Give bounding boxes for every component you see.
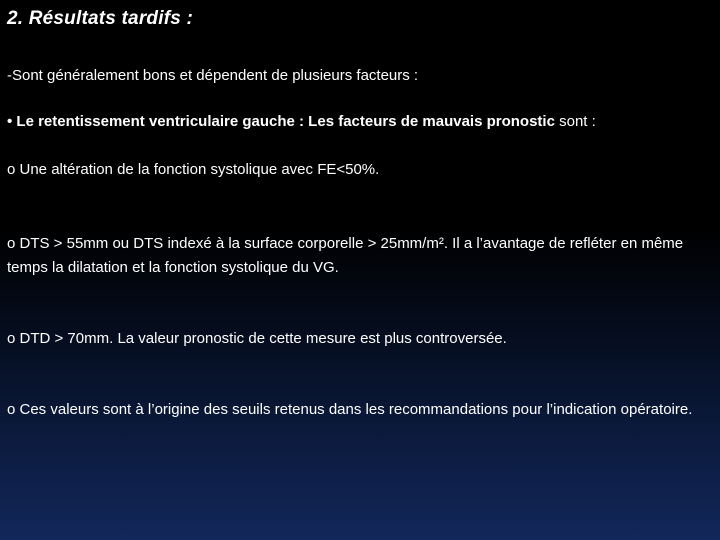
slide-title: 2. Résultats tardifs : xyxy=(7,8,194,29)
intro-text: -Sont généralement bons et dépendent de plusieurs facteurs : xyxy=(7,67,419,84)
list-item: o Une altération de la fonction systolique avec FE<50%. xyxy=(7,161,380,178)
factors-heading-bold: • Le retentissement ventriculaire gauche : Les facteurs de mauvais pronostic xyxy=(7,113,555,130)
list-item: o Ces valeurs sont à l’origine des seuils retenus dans les recommandations pour l’indication opératoire. xyxy=(7,401,693,418)
list-item: o DTD > 70mm. La valeur pronostic de cette mesure est plus controversée. xyxy=(7,330,507,347)
list-item: o DTS > 55mm ou DTS indexé à la surface corporelle > 25mm/m². Il a l’avantage de refléter en même temps la dilatation et la fonction systolique du VG. xyxy=(7,235,684,276)
factors-heading xyxy=(7,110,713,134)
factors-heading-suffix: sont : xyxy=(554,113,596,130)
